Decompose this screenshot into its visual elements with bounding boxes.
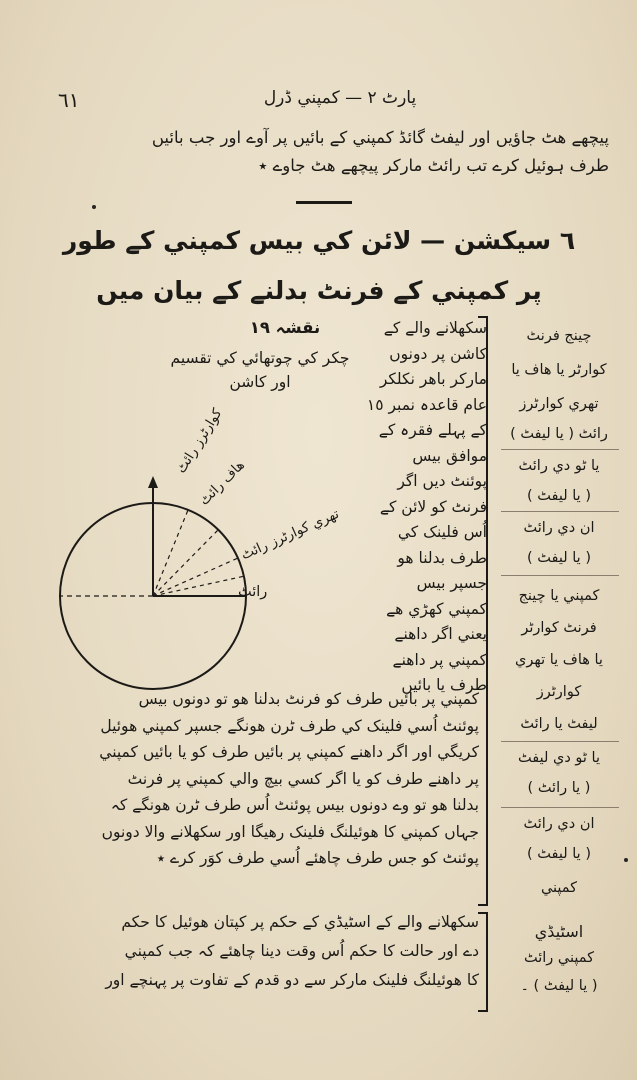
sidebar-rule: [501, 511, 619, 512]
column-line: طرف بدلنا ھو: [397, 548, 487, 567]
sidebar-item: یا هاف یا تھري: [515, 652, 603, 668]
sidebar-item: ( یا رائٹ ): [527, 780, 591, 796]
figure-title: نقشہ ١٩: [249, 318, 321, 337]
bracket-cap: [478, 1010, 488, 1012]
sidebar-rule: [501, 575, 619, 576]
intro-line: پیچھے ھٹ جاؤیں اور لیفٹ گائڈ کمپني کے بائیں پر آوے اور جب بائیں: [151, 128, 609, 147]
sidebar-rule: [501, 449, 619, 450]
column-line: سکھلانے والے کے: [383, 319, 487, 337]
ink-dot: [624, 858, 628, 862]
column-line: عام قاعدہ نمبر ١٥: [366, 395, 487, 414]
body-line: کریگي اور اگر داھنے کمپني پر بائیں طرف کو یا بائیں کمپني: [99, 743, 479, 761]
column-line: موافق بیس: [412, 446, 487, 465]
ink-dot: [92, 205, 96, 209]
body-line: پوئنٹ اُسي فلینک کي طرف ٹرن ھونگے جسپر کمپني ھوئیل: [100, 716, 479, 735]
body-line: پوئنٹ کو جس طرف چاھئے اُسي طرف کوَر کرے ٭: [156, 849, 479, 867]
body-line: پر داھنے طرف کو یا اگر کسي بیچ والي کمپني پر فرنٹ: [127, 769, 479, 788]
dashed-radius: [153, 576, 245, 596]
sidebar-item: کمپني رائٹ: [523, 950, 595, 966]
sidebar-item: یا ٹو دي لیفٹ: [518, 750, 600, 766]
section-title-line-2: پر کمپني کے فرنٹ بدلنے کے بیان میں: [96, 276, 542, 305]
sidebar-item: ( یا لیفٹ ): [527, 550, 591, 566]
body-line: جہاں کمپني کا ھوئیلنگ فلینک رھیگا اور سکھلانے والا دونوں: [101, 822, 479, 841]
figure-subtitle: [145, 346, 375, 394]
label-half-right: هاف رائٹ: [196, 457, 248, 509]
section-divider: [296, 201, 352, 204]
bottom-line: سکھلانے والے کے اسٹیڈي کے حکم پر کپتان ھوئیل کا حکم: [121, 913, 479, 931]
column-line: کمپني کھڑي ھے: [386, 599, 487, 618]
column-line: طرف یا بائیں: [401, 676, 487, 694]
column-line: کمپني پر داھنے: [392, 650, 487, 669]
intro-paragraph: [24, 124, 609, 180]
figure-subtitle-line: چکر کي چوتھائي کي تقسیم: [170, 349, 350, 367]
column-line: جسپر بیس: [416, 574, 487, 592]
sidebar-item: چینج فرنٹ: [526, 328, 592, 344]
sidebar-item: کمپني: [540, 880, 578, 896]
sidebar-item: ( یا لیفٹ ) ۔: [520, 978, 598, 994]
body-paragraph: [49, 686, 479, 872]
sidebar-item: اسٹیڈي: [534, 922, 584, 941]
label-quarters-right: کوارٹرز رائٹ: [173, 405, 226, 477]
column-line: فرنٹ کو لائن کے: [379, 497, 487, 516]
column-line: کے پہلے فقرہ کے: [378, 421, 487, 439]
sidebar-item: ( یا لیفٹ ): [527, 488, 591, 504]
sidebar-item: فرنٹ کوارٹر: [521, 620, 597, 636]
sidebar-item: کمپني یا چینج: [518, 588, 600, 604]
bottom-line: دے اور حالت کا حکم اُس وقت دینا چاھئے کہ جب کمپني: [124, 942, 479, 960]
column-line: مارکر باھر نکلکر: [379, 370, 487, 388]
sidebar-rule: [501, 741, 619, 742]
arrow-head-icon: [148, 476, 158, 488]
body-line: کمپني پر بائیں طرف کو فرنٹ بدلنا ھو تو دونوں بیس: [138, 690, 479, 708]
figure-subtitle-line: اور کاشن: [229, 373, 291, 391]
dashed-radius: [153, 530, 218, 596]
sidebar-item: کوارٹرز: [536, 684, 582, 700]
sidebar-rule: [501, 807, 619, 808]
bottom-line: کا ھوئیلنگ فلینک مارکر سے دو قدم کے تفاوت پر پہنچے اور: [105, 971, 479, 989]
sidebar-item: ( یا لیفٹ ): [527, 846, 591, 862]
bracket-cap: [478, 904, 488, 906]
sidebar-item: ان دي رائٹ: [523, 520, 595, 536]
bracket-cap: [478, 912, 488, 914]
body-line: بدلنا ھو تو وے دونوں بیس پوئنٹ اُس طرف ٹرن ھونگے کہ: [110, 796, 479, 814]
sidebar-item: یا ٹو دي رائٹ: [518, 458, 600, 474]
bottom-paragraph: [39, 908, 479, 995]
sidebar-item: رائٹ ( یا لیفٹ ): [510, 426, 608, 442]
running-header: پارٹ ۲ — کمپني ڈرل: [263, 88, 417, 108]
sidebar-item: لیفٹ یا رائٹ: [520, 716, 598, 732]
page-number: ٦١: [58, 88, 80, 112]
section-title-line-1: ٦ سیکشن — لائن کي بیس کمپني کے طور: [62, 226, 576, 255]
label-three-quarters-right: تھري کوارٹرز رائٹ: [238, 505, 342, 564]
sidebar-item: تھري کوارٹرز: [519, 396, 599, 412]
quarter-circle-diagram: [40, 450, 350, 690]
sidebar-item: ان دي رائٹ: [523, 816, 595, 832]
column-line: پوئنٹ دیں اگر: [397, 472, 487, 490]
sidebar-item: کوارٹر یا هاف یا: [511, 362, 607, 378]
column-line: کاشن پر دونوں: [389, 344, 487, 363]
intro-line: طرف ہوئیل کرے تب رائٹ مارکر پیچھے ھٹ جاوے ٭: [258, 156, 609, 175]
sidebar-bracket: [486, 912, 488, 1012]
label-right: رائٹ: [238, 584, 268, 600]
column-line: یعني اگر داھنے: [394, 625, 487, 643]
column-line: اُس فلینک کي: [397, 523, 487, 541]
